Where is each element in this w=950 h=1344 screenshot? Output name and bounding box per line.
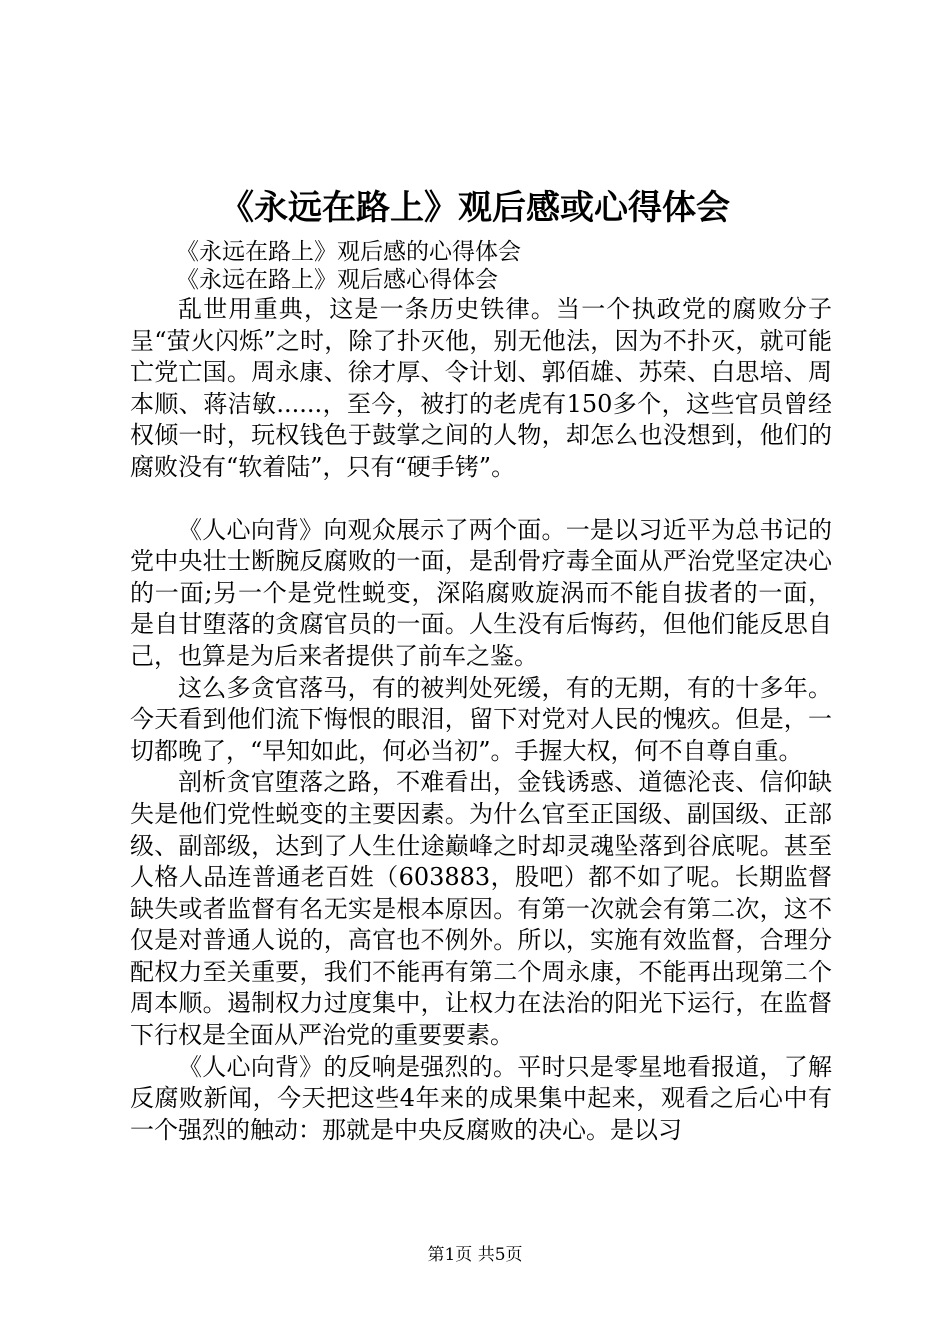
body-paragraph: 这么多贪官落马，有的被判处死缓，有的无期，有的十多年。今天看到他们流下悔恨的眼泪，留下对党对人民的愧疚。但是，一切都晚了，“早知如此，何必当初”。手握大权，何不自尊自重。	[130, 673, 832, 765]
subtitle-line: 《永远在路上》观后感的心得体会	[176, 239, 521, 265]
body-paragraph: 剖析贪官堕落之路，不难看出，金钱诱惑、道德沦丧、信仰缺失是他们党性蜕变的主要因素。为什么官至正国级、副国级、正部级、副部级，达到了人生仕途巅峰之时却灵魂坠落到谷底呢。甚至人格人品连普通老百姓（603883，股吧）都不如了呢。长期监督缺失或者监督有名无实是根本原因。有第一次就会有第二次，这不仅是对普通人说的，高官也不例外。所以，实施有效监督，合理分配权力至关重要，我们不能再有第二个周永康，不能再出现第二个周本顺。遏制权力过度集中，让权力在法治的阳光下运行，在监督下行权是全面从严治党的重要要素。	[130, 768, 832, 1050]
page-footer: 第1页 共5页	[427, 1245, 523, 1265]
body-paragraph: 《人心向背》向观众展示了两个面。一是以习近平为总书记的党中央壮士断腕反腐败的一面，是刮骨疗毒全面从严治党坚定决心的一面;另一个是党性蜕变，深陷腐败旋涡而不能自拔者的一面，是自甘堕落的贪腐官员的一面。人生没有后悔药，但他们能反思自己，也算是为后来者提供了前车之鉴。	[130, 515, 832, 670]
subtitle-line: 《永远在路上》观后感心得体会	[176, 267, 498, 293]
document-body	[130, 238, 832, 1146]
paragraph-gap	[130, 484, 832, 515]
body-paragraph: 乱世用重典，这是一条历史铁律。当一个执政党的腐败分子呈“萤火闪烁”之时，除了扑灭他，别无他法，因为不扑灭，就可能亡党亡国。周永康、徐才厚、令计划、郭佰雄、苏荣、白思培、周本顺、蒋洁敏......，至今，被打的老虎有150多个，这些官员曾经权倾一时，玩权钱色于鼓掌之间的人物，却怎么也没想到，他们的腐败没有“软着陆”，只有“硬手铐”。	[130, 295, 832, 481]
document-title: 《永远在路上》观后感或心得体会	[220, 188, 730, 228]
body-paragraph: 《人心向背》的反响是强烈的。平时只是零星地看报道，了解反腐败新闻，今天把这些4年来的成果集中起来，观看之后心中有一个强烈的触动：那就是中央反腐败的决心。是以习	[130, 1052, 832, 1144]
